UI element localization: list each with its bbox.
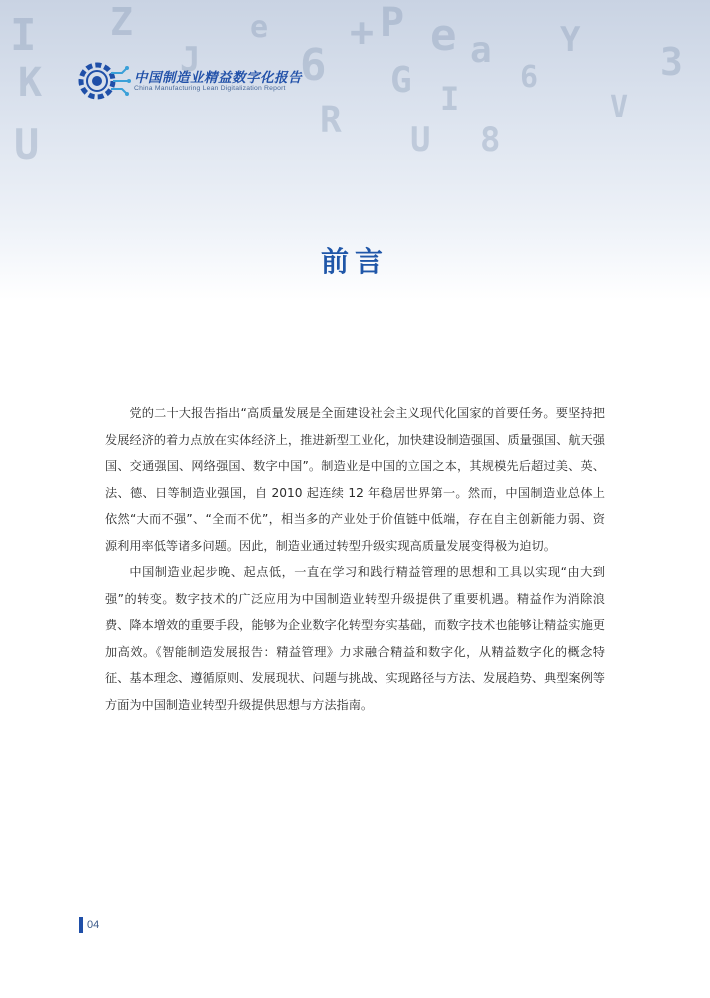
paragraph-2: 中国制造业起步晚、起点低，一直在学习和践行精益管理的思想和工具以实现“由大到强”的转变。数字技术的广泛应用为中国制造业转型升级提供了重要机遇。精益作为消除浪费、降本增效的重要手段，能够为企业数字化转型夯实基础，而数字技术也能够让精益实施更加高效。《智能制造发展报告：精益管理》力求融合精益和数字化，从精益数字化的概念特征、基本理念、遵循原则、发展现状、问题与挑战、实现路径与方法、发展趋势、典型案例等方面为中国制造业转型升级提供思想与方法指南。 — [105, 565, 605, 712]
logo-subtitle: China Manufacturing Lean Digitalization Report — [134, 85, 286, 92]
preface-body — [105, 400, 605, 718]
gear-circuit-icon — [72, 56, 132, 106]
logo-title: 中国制造业精益数字化报告 — [134, 70, 302, 86]
page-title: 前言 — [320, 245, 389, 278]
paragraph-1: 党的二十大报告指出“高质量发展是全面建设社会主义现代化国家的首要任务。要坚持把发展经济的着力点放在实体经济上，推进新型工业化，加快建设制造强国、质量强国、航天强国、交通强国、网络强国、数字中国”。制造业是中国的立国之本，其规模先后超过美、英、法、德、日等制造业强国，自 2010 起连续 12 年稳居世界第一。然而，中国制造业总体上依然“大而不强”、“全而不优”，相当多的产业处于价值链中低端，存在自主创新能力弱、资源利用率低等诸多问题。因此，制造业通过转型升级实现高质量发展变得极为迫切。 — [105, 406, 605, 553]
decorative-code-pattern: I K U Z J e 6 R + P G U e I a 8 6 Y V 3 — [10, 0, 683, 169]
page-number — [79, 917, 99, 933]
report-logo — [72, 56, 312, 106]
page-number-text: 04 — [87, 919, 100, 931]
page-number-bar — [79, 917, 83, 933]
